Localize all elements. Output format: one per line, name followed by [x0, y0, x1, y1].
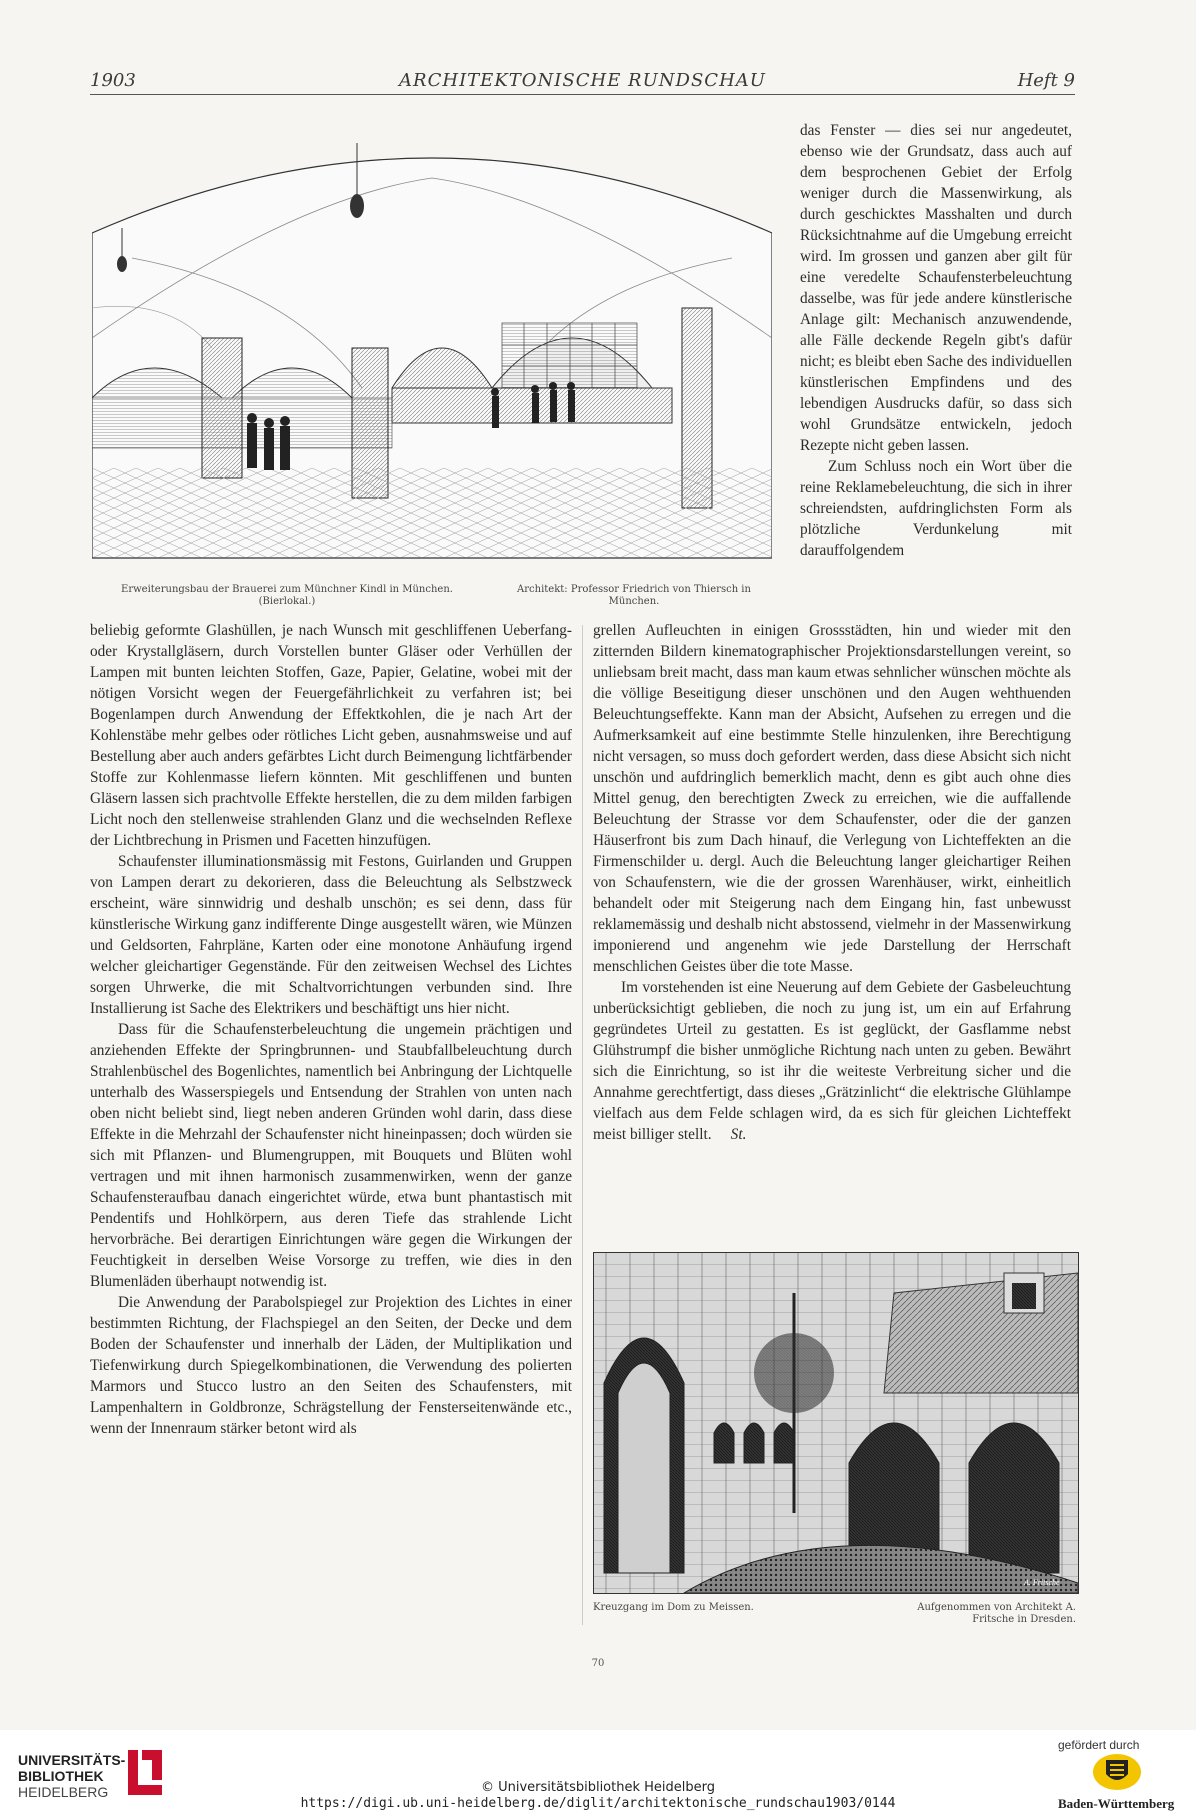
paragraph: Die Anwendung der Parabolspiegel zur Projektion des Lichtes in einer bestimmten Richtung, der Flachspiegel an den Seiten, der Decke und dem Boden der Schaufenster und innerhalb der Läden, der Multiplikation und Tiefenwirkung durch Spiegelkombinationen, die Verwendung des polierten Marmors und Stucco lustro an den Seiten des Schaufensters, mit Lampenhaltern in Goldbronze, Schrägstellung der Fensterseitenwände etc., wenn der Innenraum stärker betont wird als	[90, 1294, 572, 1437]
figure1-caption-left: Erweiterungsbau der Brauerei zum Münchner Kindl in München. (Bierlokal.)	[121, 584, 453, 607]
header-year: 1903	[90, 70, 136, 91]
figure-cloister-engraving	[593, 1252, 1079, 1594]
permalink-url[interactable]: https://digi.ub.uni-heidelberg.de/diglit/architektonische_rundschau1903/0144	[300, 1796, 896, 1811]
page-number: 70	[591, 1658, 605, 1669]
copyright-notice: © Universitätsbibliothek Heidelberg	[480, 1780, 715, 1795]
funding-label: gefördert durch	[1058, 1738, 1140, 1752]
author-signature: St.	[730, 1126, 747, 1143]
figure2-caption-left: Kreuzgang im Dom zu Meissen.	[593, 1602, 754, 1613]
paragraph	[593, 977, 1071, 1145]
text-column-left	[90, 620, 572, 1439]
figure2-caption-right: Aufgenommen von Architekt A. Fritsche in Dresden.	[917, 1602, 1076, 1625]
beer-hall-illustration	[92, 138, 772, 568]
paragraph: das Fenster — dies sei nur angedeutet, ebenso wie der Grundsatz, dass auch auf dem besprochenen Gebiet der Erfolg weniger durch die Massenwirkung, als durch geschicktes Masshalten und durch Rücksichtnahme auf die Umgebung erreicht wird. Im grossen und ganzen aber gilt für eine veredelte Schaufensterbeleuchtung dasselbe, was für jede andere künstlerische Anlage gilt: Mechanisch anzuwendende, alle Fälle deckende Regeln gibt's dafür nicht; es bleibt eben Sache des individuellen künstlerischen Empfindens und des lebendigen Ausdrucks dafür, so dass sich wohl Grundsätze entwickeln, jedoch Rezepte nicht geben lassen.	[800, 122, 1072, 454]
paragraph: Schaufenster illuminationsmässig mit Festons, Guirlanden und Gruppen von Lampen derart zu dekorieren, dass die Beleuchtung als Selbstzweck erscheint, wäre sinnwidrig und deshalb unschön; es sei denn, dass für künstlerische Wirkung ganz indifferente Dinge ausgestellt wären, wie Münzen und Geldsorten, Fahrpläne, Karten oder eine monotone Anhäufung irgend welcher gleichartiger Gegenstände. Für den zeitweisen Wechsel des Lichtes sorgen Uhrwerke, die mit Schaltvorrichtungen verbunden sind. Ihre Installierung ist Sache des Elektrikers und beschäftigt uns hier nicht.	[90, 853, 572, 1017]
header-issue: Heft 9	[1017, 70, 1075, 91]
illustration-signature: A. Fritsche	[1024, 1578, 1060, 1587]
figure-beer-hall-engraving	[92, 138, 772, 568]
paragraph: beliebig geformte Glashüllen, je nach Wunsch mit geschliffenen Ueberfang- oder Krystallgläsern, durch Vorstellen bunter Gläser oder Verhüllen der Lampen mit bunten leichten Stoffen, Gaze, Papier, Gelatine, wobei mit der nötigen Vorsicht wegen der Feuergefährlichkeit zu verfahren ist; bei Bogenlampen durch Anwendung der Effektkohlen, die je nach Art der Kohlenstäbe mehr gelbes oder rötliches Licht geben, ausnahmsweise und auf Bestellung aber auch anders gefärbtes Licht durch Beimengung lichtfärbender Stoffe zur Kohlenmasse liefern könnten. Mit geschliffenen und bunten Gläsern lassen sich prachtvolle Effekte herstellen, die zu dem milden farbigen Licht noch den stellenweise strahlenden Glanz und die wechselnden Reflexe der Lichtbrechung in Prismen und Facetten hinzufügen.	[90, 622, 572, 849]
paragraph: Dass für die Schaufensterbeleuchtung die ungemein prächtigen und anziehenden Effekte der Springbrunnen- und Staubfallbeleuchtung durch Strahlenbüschel des Bogenlichtes, namentlich bei Anbringung der Lichtquelle unterhalb des Wasserspiegels und Entsendung der Strahlen von unten nach oben nicht beliebt sind, liegt neben anderen Gründen wohl darin, dass diese Effekte in die Mehrzahl der Schaufenster nicht hineinpassen; doch würden sie sich mit Pflanzen- und Blumengruppen, mit Bouquets und Blüten wohl vertragen und mit ihnen harmonisch zusammenwirken, wenn der ganze Schaufensteraufbau danach eingerichtet würde, etwa bunt phantastisch mit Pendentifs und Hohlkörpern, aus deren Tiefe das strahlende Licht hervorbräche. Bei derartigen Einrichtungen wäre gegen die Wirkungen der Feuchtigkeit in derselben Weise Vorsorge zu treffen, wie dies in den Blumenläden überhaupt notwendig ist.	[90, 1021, 572, 1290]
paragraph-text: Im vorstehenden ist eine Neuerung auf dem Gebiete der Gasbeleuchtung unberücksichtigt geblieben, die noch zu jung ist, um ein auf Erfahrung gegründetes Urteil zu gestatten. Es ist geglückt, der Gasflamme nebst Glühstrumpf die bisher unmögliche Richtung nach unten zu geben. Bewährt sich die Einrichtung, so ist ihr die weiteste Verbreitung sicher und die Annahme gerechtfertigt, dass dieses „Grätzinlicht“ die elektrische Glühlampe vielfach aus dem Felde schlagen wird, da es sich für gleichen Lichteffekt meist billiger stellt.	[593, 979, 1071, 1143]
funder-name: Baden-Württemberg	[1058, 1796, 1175, 1811]
header-title: ARCHITEKTONISCHE RUNDSCHAU	[399, 70, 766, 91]
state-coat-of-arms-icon	[1092, 1752, 1142, 1792]
library-city: HEIDELBERG	[18, 1784, 109, 1800]
text-column-right	[593, 620, 1071, 1145]
paragraph: Zum Schluss noch ein Wort über die reine Reklamebeleuchtung, die sich in ihrer schreiendsten, aufdringlichsten Form als plötzliche Verdunkelung mit darauffolgendem	[800, 458, 1072, 559]
running-header	[90, 70, 1075, 96]
library-name-line1: UNIVERSITÄTS-	[18, 1752, 126, 1768]
library-name-line2: BIBLIOTHEK	[18, 1768, 104, 1784]
paragraph: grellen Aufleuchten in einigen Grossstädten, hin und wieder mit den zitternden Bildern kinematographischer Projektionsdarstellungen vereint, so unliebsam breit macht, dass man kaum etwas sehnlicher wünschen möchte als die völlige Beseitigung dieser unschönen und den Augen wehthuenden Beleuchtungseffekte. Kann man der Absicht, Aufsehen zu erregen und die Aufmerksamkeit auf eine bestimmte Stelle hinzulenken, ihre Berechtigung nicht versagen, so muss doch gefordert werden, dass diese Absicht sich nicht unschön und aufdringlich bemerklich macht, denn es gibt auch ohne dies Mittel genug, den berechtigten Zweck zu erreichen, wie die auffallende Beleuchtung der Strasse vor dem Schaufenster, oder die der ganzen Häuserfront bis zum Dach hinauf, die Verlegung von Lichteffekten an die Firmenschilder u. dergl. Auch die Beleuchtung langer gleichartiger Reihen von Schaufenstern, wie die der grossen Warenhäuser, wirkt, einheitlich behandelt oder mit Steigerung nach dem Eingang hin, fast unbewusst reklamemässig und deshalb nicht abstossend, vielmehr in der Massenwirkung imponierend und angenehm wie jede Darstellung der Herrschaft menschlichen Geistes über die tote Masse.	[593, 622, 1071, 975]
header-rule	[90, 94, 1075, 95]
cloister-illustration	[594, 1253, 1078, 1593]
figure1-caption-right: Architekt: Professor Friedrich von Thiersch in München.	[517, 584, 751, 607]
column-separator	[582, 625, 583, 1625]
text-right-top	[800, 120, 1072, 561]
